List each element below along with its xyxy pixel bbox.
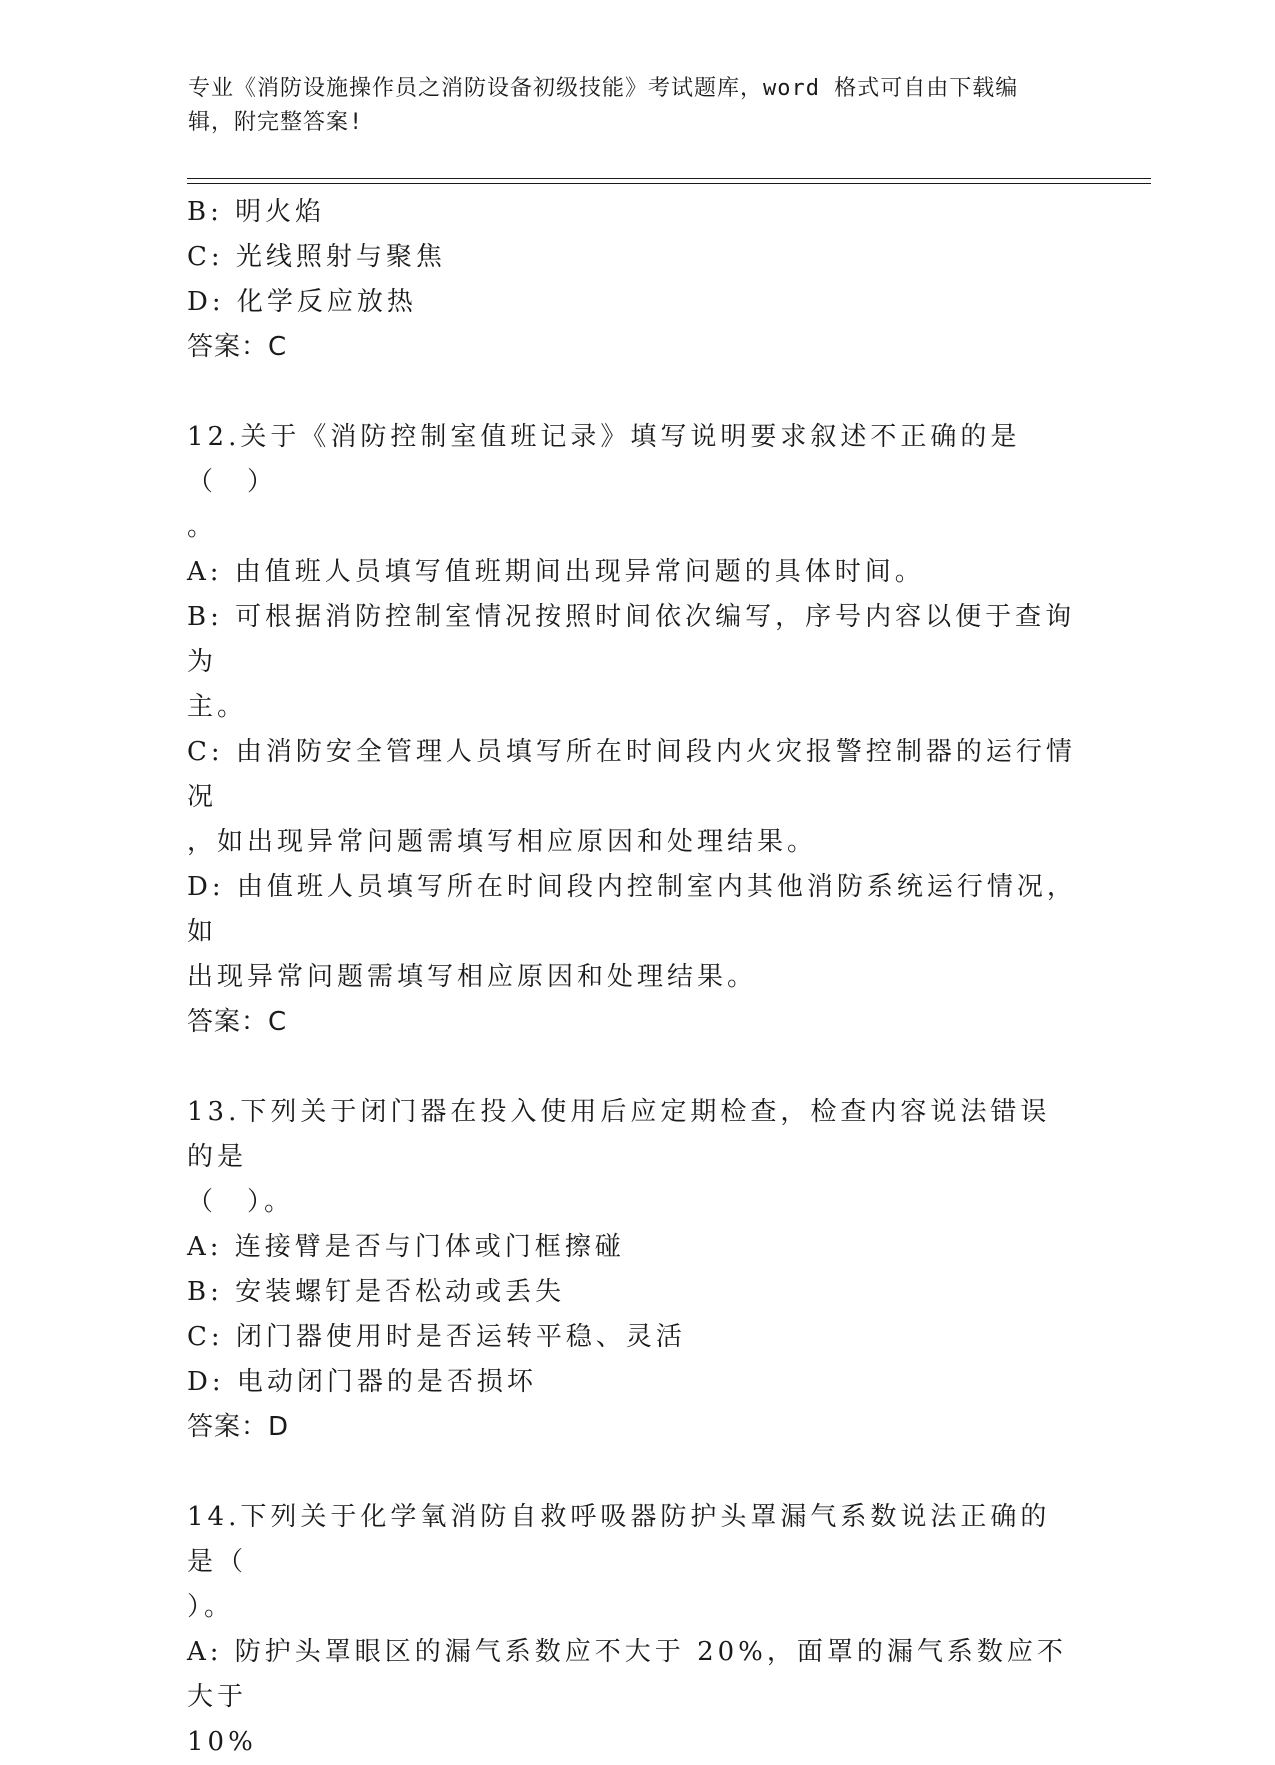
- option-a-cont: 10%: [187, 1727, 257, 1757]
- document-header: [188, 72, 1068, 140]
- option-d-cont: 出现异常问题需填写相应原因和处理结果。: [187, 962, 758, 992]
- option-a: A: 防护头罩眼区的漏气系数应不大于 20%，面罩的漏气系数应不大于: [187, 1637, 1067, 1712]
- header-line-1: 专业《消防设施操作员之消防设备初级技能》考试题库，word 格式可自由下载编: [188, 76, 1019, 101]
- header-line-2: 辑，附完整答案!: [188, 110, 364, 135]
- option-d: D: 化学反应放热: [187, 287, 417, 317]
- document-body: [187, 190, 1077, 1765]
- option-c: C: 光线照射与聚焦: [187, 242, 446, 272]
- question-stem-cont: （ ）。: [187, 1187, 295, 1217]
- option-c-cont: ，如出现异常问题需填写相应原因和处理结果。: [187, 827, 818, 857]
- question-stem-cont: 。: [187, 512, 218, 542]
- question-stem: 14.下列关于化学氧消防自救呼吸器防护头罩漏气系数说法正确的是（: [187, 1502, 1051, 1577]
- question-stem-cont: ）。: [187, 1592, 235, 1622]
- option-a: A: 连接臂是否与门体或门框擦碰: [187, 1232, 625, 1262]
- header-divider-bottom: [187, 183, 1151, 184]
- question-stem: 13.下列关于闭门器在投入使用后应定期检查，检查内容说法错误的是: [187, 1097, 1051, 1172]
- option-c: C: 闭门器使用时是否运转平稳、灵活: [187, 1322, 686, 1352]
- option-b: B: 安装螺钉是否松动或丢失: [187, 1277, 566, 1307]
- option-b: B: 可根据消防控制室情况按照时间依次编写，序号内容以便于查询为: [187, 602, 1076, 677]
- answer-line: 答案：D: [187, 1412, 290, 1442]
- option-b: B: 明火焰: [187, 197, 326, 227]
- option-d: D: 电动闭门器的是否损坏: [187, 1367, 537, 1397]
- question-stem: 12.关于《消防控制室值班记录》填写说明要求叙述不正确的是（ ）: [187, 422, 1021, 497]
- answer-line: 答案：C: [187, 332, 288, 362]
- answer-line: 答案：C: [187, 1007, 288, 1037]
- option-d: D: 由值班人员填写所在时间段内控制室内其他消防系统运行情况，如: [187, 872, 1077, 947]
- option-c: C: 由消防安全管理人员填写所在时间段内火灾报警控制器的运行情况: [187, 737, 1076, 812]
- option-a: A: 由值班人员填写值班期间出现异常问题的具体时间。: [187, 557, 925, 587]
- option-b-cont: 主。: [187, 692, 248, 722]
- header-divider-top: [187, 178, 1151, 179]
